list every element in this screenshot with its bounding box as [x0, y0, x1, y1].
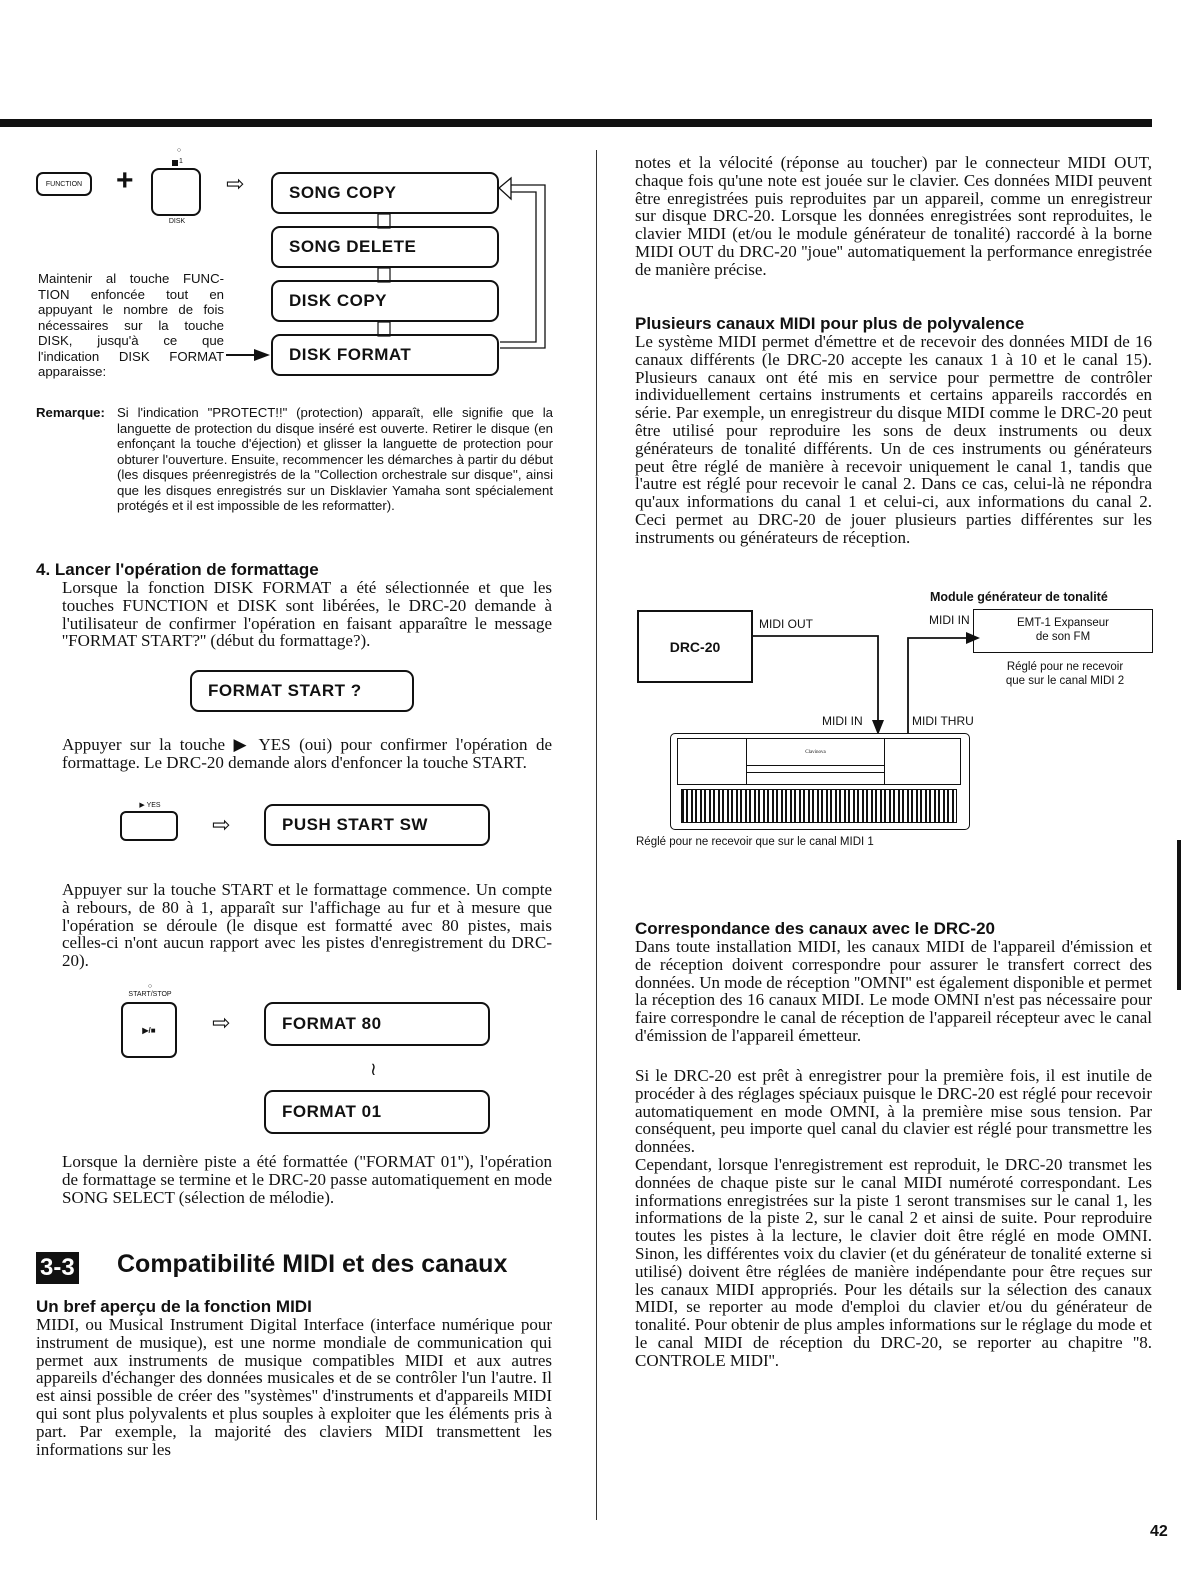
module-name-line2: de son FM [1035, 631, 1091, 643]
correspondence-title: Correspondance des canaux avec le DRC-20 [635, 919, 995, 938]
yes-key-label: ▶ YES [139, 802, 161, 809]
emt1-module-box [973, 609, 1153, 653]
keyboard-illustration [670, 733, 970, 830]
midi-overview-text: MIDI, ou Musical Instrument Digital Interface (interface numérique pour instrument de musique), est une norme mondiale de communication qui permet aux instruments de musique compatibles MIDI et aux autres appareils d'échanger des données musicales et de se contrôler l'un l'autre. Il est ainsi possible de créer des ''systèmes'' d'instruments et d'appareils MIDI qui sont plus polyvalents et plus souples à exploiter que les éléments pris à part. Par exemple, la majorité des claviers MIDI transmettent les informations sur les [36, 1315, 552, 1459]
section-number-badge: 3-3 [36, 1252, 79, 1284]
lcd-format-80: FORMAT 80 [264, 1002, 490, 1046]
lcd-push-start: PUSH START SW [264, 804, 490, 846]
disk-key [151, 168, 201, 216]
yes-key [120, 811, 178, 841]
section-title: Compatibilité MIDI et des canaux [117, 1250, 508, 1278]
remarque-label: Remarque: [36, 405, 105, 420]
function-instruction: Maintenir al touche FUNC-TION enfoncée tout en appuyant le nombre de fois nécessaires sur la touche DISK, jusqu'à ce que l'indication DISK FORMAT apparaisse: [38, 271, 224, 379]
chapter-tab-mark [1177, 840, 1181, 990]
menu-cycle-connectors [370, 170, 550, 380]
lcd-song-delete: SONG DELETE [271, 226, 499, 268]
midi-thru-label: MIDI THRU [912, 714, 974, 728]
piano-keys [681, 789, 957, 823]
column-divider [596, 150, 597, 1520]
hollow-arrow-icon: ⇨ [212, 1011, 231, 1036]
correspondence-para2: Si le DRC-20 est prêt à enregistrer pour la première fois, il est inutile de procéder à des réglages spéciaux puisque le DRC-20 est réglé pour recevoir automatiquement en mode OMNI, à la première mise sous tension. Par conséquent, peu importe quel canal du clavier est réglé pour transmettre les données. [635, 1066, 1152, 1157]
module-caption [980, 660, 1150, 688]
step4-para4: Lorsque la dernière piste a été formattée (''FORMAT 01''), l'opération de formattage se termine et le DRC-20 passe automatiquement en mode SONG SELECT (sélection de mélodie). [62, 1152, 552, 1207]
lcd-disk-format: DISK FORMAT [271, 334, 499, 376]
module-title: Module générateur de tonalité [930, 590, 1108, 604]
step4-para2: Appuyer sur la touche ▶ YES (oui) pour confirmer l'opération de formattage. Le DRC-20 demande alors d'enfoncer la touche START. [62, 735, 552, 772]
multi-channel-text: Le système MIDI permet d'émettre et de recevoir des données MIDI de 16 canaux différents (le DRC-20 accepte les canaux 1 à 10 et le canal 15). Plusieurs canaux ont été mis en service pour permettre de contrôler individuellement certains instruments et certains appareils raccordés en série. Par exemple, un enregistreur du disque MIDI comme le DRC-20 peut être utilisé pour reproduire les sons de deux instruments ou deux générateurs de tonalité différents. Un de ces instruments ou générateurs peut être réglé de manière à recevoir uniquement le canal 1, tandis que l'autre est réglé pour recevoir le canal 2. Dans ce cas, celui-là ne répondra qu'aux informations du canal 1 et celui-ci, aux informations du canal 2. Ceci permet au DRC-20 de jouer plusieurs parties différentes sur les instruments ou générateurs de réception. [635, 332, 1152, 547]
disk-key-label: DISK [168, 218, 186, 225]
keyboard-panel [677, 738, 961, 785]
module-caption-line1: Réglé pour ne recevoir [1006, 661, 1124, 673]
start-stop-key: ▶/■ [121, 1002, 177, 1058]
disk-indicator-number: 1 [179, 158, 183, 165]
step4-para1: Lorsque la fonction DISK FORMAT a été sélectionnée et que les touches FUNCTION et DISK sont libérées, le DRC-20 demande à l'utilisateur de confirmer l'opération en faisant apparaître le message ''FORMAT START?'' (début du formattage?). [62, 578, 552, 651]
step4-para3: Appuyer sur la touche START et le formattage commence. Un compte à rebours, de 80 à 1, apparaît sur l'affichage au fur et à mesure que l'opération se déroule (le disque est formatté avec 80 pistes, mais celles-ci n'ont aucun rapport avec les pistes d'enregistrement du DRC-20). [62, 880, 552, 971]
step4-title: 4. Lancer l'opération de formattage [36, 560, 319, 579]
keyboard-music-rest [746, 738, 885, 785]
pointer-arrow-icon [226, 348, 272, 362]
start-key-label: START/STOP [128, 991, 172, 998]
keyboard-brand: Clavinova [805, 750, 826, 755]
midi-out-label: MIDI OUT [759, 617, 813, 631]
correspondence-para1: Dans toute installation MIDI, les canaux MIDI de l'appareil d'émission et de réception doivent correspondre pour assurer le transfert correct des données. Un mode de réception ''OMNI'' est également disponible et permet la réception des 16 canaux MIDI. Le mode OMNI n'est pas nécessaire pour faire correspondre le canal de réception de l'appareil récepteur avec le canal d'émission de l'appareil émetteur. [635, 937, 1152, 1045]
remarque-text: Si l'indication "PROTECT!!" (protection) apparaît, elle signifie que la languette de protection du disque inséré est ouverte. Retirer le disque (en enfonçant la touche d'éjection) et glisser la languette de protection pour obturer l'ouverture. Ensuite, recommencer les démarches à partir du début (les disques préenregistrés de la ''Collection orchestrale sur disque'', ainsi que les disques enregistrés sur un Disklavier Yamaha sont spécialement protégés et il est impossible de les reformatter). [117, 405, 553, 513]
lcd-disk-copy: DISK COPY [271, 280, 499, 322]
multi-channel-title: Plusieurs canaux MIDI pour plus de polyvalence [635, 314, 1025, 333]
correspondence-para3: Cependant, lorsque l'enregistrement est reproduit, le DRC-20 transmet les données de chaque piste sur le canal MIDI numéroté correspondant. Les informations enregistrées sur la piste 1 seront transmises sur le canal 1, les informations de la piste 2, sur le canal 2 et ainsi de suite. Pour reproduire toutes les pistes à la lecture, le clavier doit être réglé en mode OMNI. Sinon, les différentes voix du clavier (et du générateur de tonalité externe si utilisé) doivent être réglées de manière indépendante pour être reçues sur les canaux MIDI appropriés. Pour les détails sur la sélection des canaux MIDI, se reporter au mode d'emploi du clavier et/ou du générateur de tonalité. Pour obtenir de plus amples informations sur le réglage du mode et le canal MIDI de réception du DRC-20, se reporter au chapitre ''8. CONTROLE MIDI''. [635, 1155, 1152, 1370]
drc20-label: DRC-20 [669, 638, 721, 655]
module-name-line1: EMT-1 Expanseur [1016, 617, 1110, 629]
drc20-box [637, 610, 753, 683]
countdown-tilde: ≀ [370, 1059, 377, 1079]
midi-overview-title: Un bref aperçu de la fonction MIDI [36, 1297, 312, 1316]
hollow-arrow-icon: ⇨ [226, 172, 245, 197]
lcd-song-copy: SONG COPY [271, 172, 499, 214]
disk-indicator-led: ○ [176, 147, 182, 154]
start-key-indicator: ○ [147, 983, 153, 990]
midi-in-module-label: MIDI IN [929, 613, 970, 627]
function-key: FUNCTION [36, 172, 92, 196]
module-caption-line2: que sur le canal MIDI 2 [1005, 675, 1125, 687]
page-number: 42 [1150, 1523, 1168, 1540]
keyboard-caption: Réglé pour ne recevoir que sur le canal MIDI 1 [636, 836, 874, 848]
plus-icon: + [116, 164, 134, 197]
header-rule [0, 119, 1152, 127]
continued-text: notes et la vélocité (réponse au toucher) par le connecteur MIDI OUT, chaque fois qu'une note est jouée sur le clavier. Ces données MIDI peuvent être enregistrées puis reproduites par un appareil, comme un enregistreur sur disque DRC-20. Lorsque les données enregistrées sont reproduites, le clavier MIDI (et/ou le module générateur de tonalité) raccordé à la borne MIDI OUT du DRC-20 ''joue'' automatiquement la performance enregistrée de manière précise. [635, 153, 1152, 279]
lcd-format-01: FORMAT 01 [264, 1090, 490, 1134]
disk-indicator-square-icon [172, 160, 178, 166]
midi-in-keyboard-label: MIDI IN [822, 714, 863, 728]
lcd-format-start: FORMAT START ? [190, 670, 414, 712]
hollow-arrow-icon: ⇨ [212, 813, 231, 838]
